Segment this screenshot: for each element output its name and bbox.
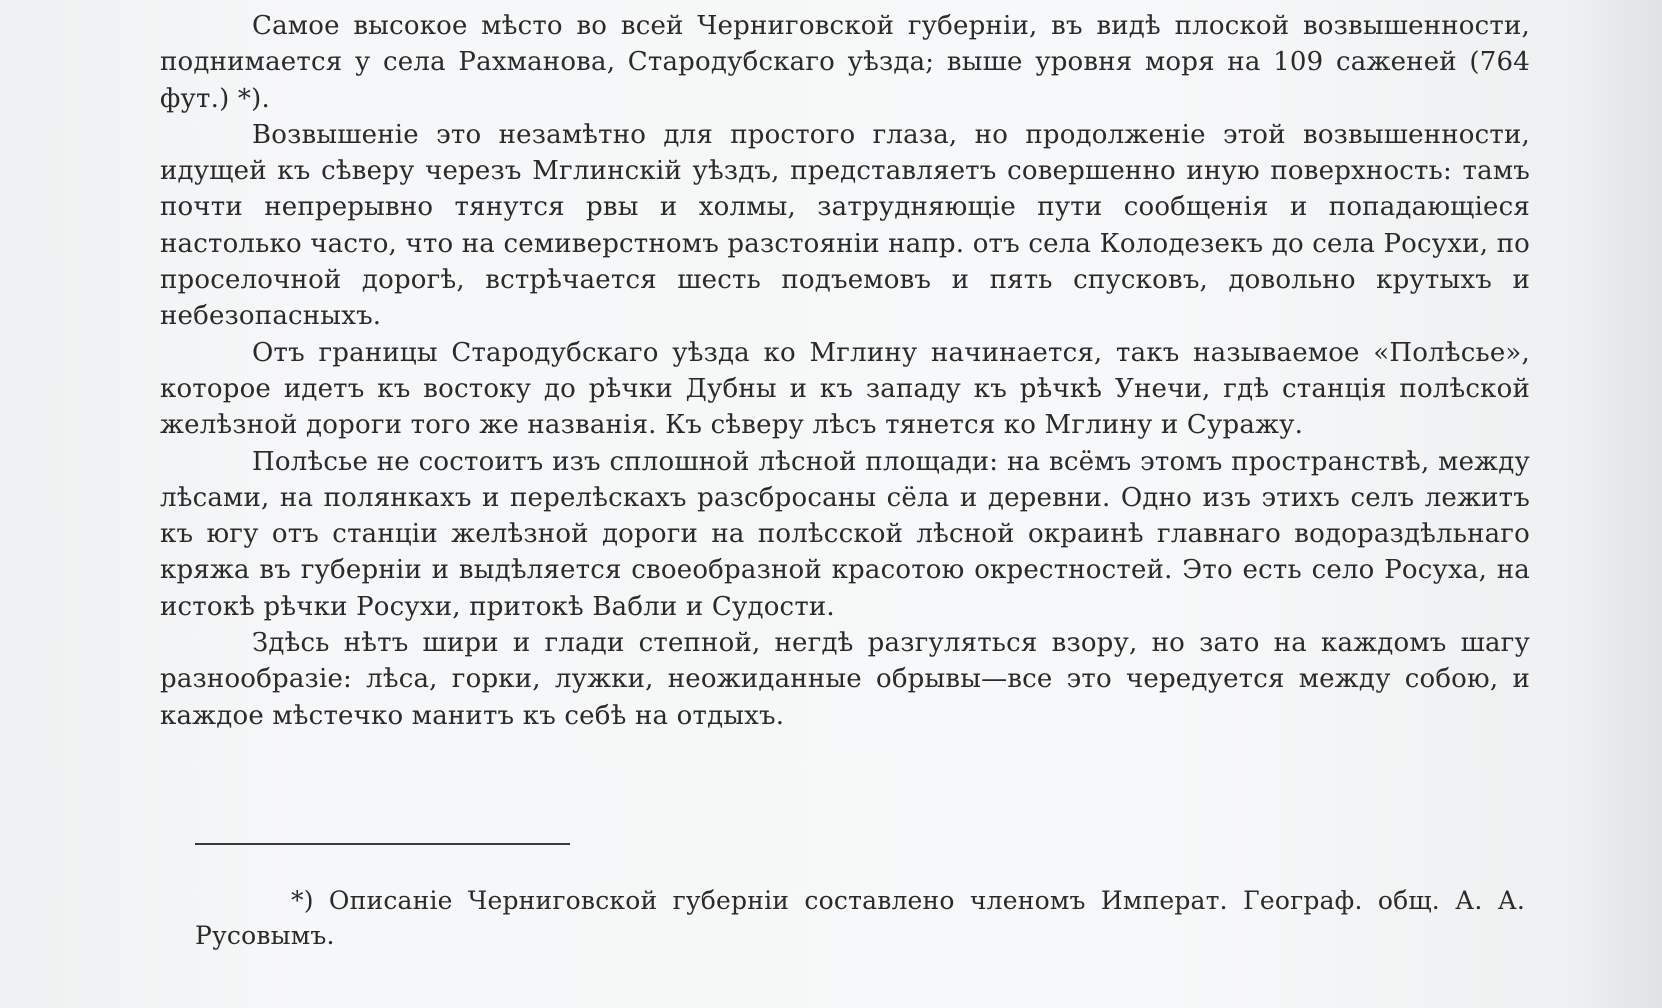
paragraph-highest-point: Самое высокое мѣсто во всей Черниговской губерніи, въ видѣ плоской возвышенности, поднимается у села Рахманова, Стародубскаго уѣзда; выше уровня моря на 109 саженей (764 фут.) *). bbox=[160, 11, 1530, 114]
footnote-divider bbox=[195, 843, 570, 845]
paragraph-elevation-surface: Возвышеніе это незамѣтно для простого глаза, но продолженіе этой возвышенности, идущей къ сѣверу черезъ Мглинскій уѣздъ, представляетъ совершенно иную поверхность: тамъ почти непрерывно тянутся рвы и холмы, затрудняющіе пути сообщенія и попадающіеся настолько часто, что на семиверстномъ разстояніи напр. отъ села Колодезекъ до села Росухи, по проселочной дорогѣ, встрѣчается шесть подъемовъ и пять спусковъ, довольно крутыхъ и небезопасныхъ. bbox=[160, 119, 1531, 332]
footnote: *) Описаніе Черниговской губерніи составлено членомъ Императ. Географ. общ. А. А. Русовымъ. bbox=[195, 886, 1525, 950]
paragraph-polesye: Отъ границы Стародубскаго уѣзда ко Мглину начинается, такъ называемое «Полѣсье», которое идетъ къ востоку до рѣчки Дубны и къ западу къ рѣчкѣ Унечи, гдѣ станція полѣской желѣзной дороги того же названія. Къ сѣверу лѣсъ тянется ко Мглину и Суражу. bbox=[160, 337, 1530, 441]
body-text bbox=[160, 8, 1530, 734]
paragraph-rosukha-village: Полѣсье не состоитъ изъ сплошной лѣсной площади: на всёмъ этомъ пространствѣ, между лѣсами, на полянкахъ и перелѣскахъ разсбросаны сёла и деревни. Одно изъ этихъ селъ лежитъ къ югу отъ станціи желѣзной дороги на полѣсской лѣсной окраинѣ главнаго водораздѣльнаго кряжа въ губерніи и выдѣляется своеобразной красотою окрестностей. Это есть село Росуха, на истокѣ рѣчки Росухи, притокѣ Вабли и Судости. bbox=[160, 446, 1530, 622]
paragraph-landscape-variety: Здѣсь нѣтъ шири и глади степной, негдѣ разгуляться взору, но зато на каждомъ шагу разнообразіе: лѣса, горки, лужки, неожиданные обрывы—все это чередуется между собою, и каждое мѣстечко манитъ къ себѣ на отдыхъ. bbox=[160, 628, 1530, 731]
